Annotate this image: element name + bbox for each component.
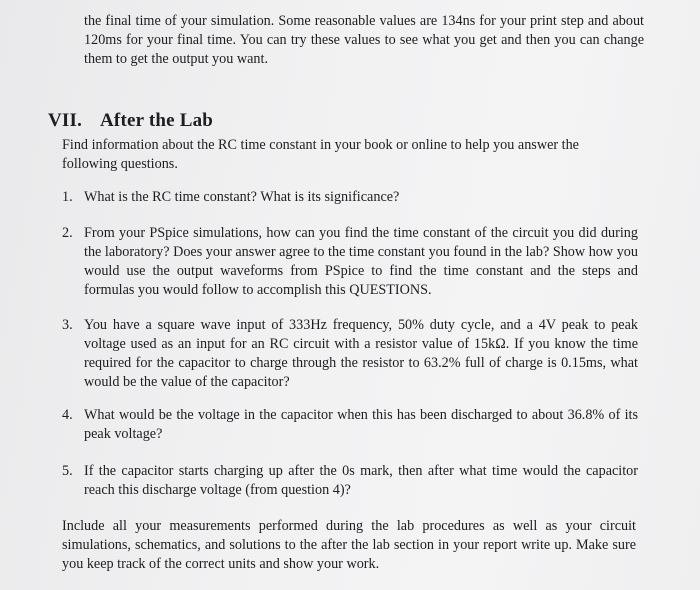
question-text: What would be the voltage in the capacitor when this has been discharged to about 36.8% of its peak voltage? xyxy=(84,407,638,442)
question-text: If the capacitor starts charging up after the 0s mark, then after what time would the capacitor reach this discharge voltage (from question 4)? xyxy=(84,463,638,498)
section-title: After the Lab xyxy=(100,110,214,131)
question-number: 3. xyxy=(62,317,73,333)
question-number: 5. xyxy=(62,463,73,479)
section-number: VII. xyxy=(48,110,83,131)
question-text: You have a square wave input of 333Hz frequency, 50% duty cycle, and a 4V peak to peak voltage used as an input for an RC circuit with a resistor value of 15kΩ. If you know the time required for the capacitor to charge through the resistor to 63.2% full of charge is 0.15ms, what would be the value of the capacitor? xyxy=(84,317,638,390)
question-number: 2. xyxy=(62,225,73,241)
question-number: 4. xyxy=(62,407,73,423)
question-text: What is the RC time constant? What is its significance? xyxy=(84,189,400,205)
intro-paragraph: the final time of your simulation. Some reasonable values are 134ns for your print step and about 120ms for your final time. You can try these values to see what you get and then you can change them to get the output you want. xyxy=(84,13,644,67)
question-text: From your PSpice simulations, how can you find the time constant of the circuit you did during the laboratory? Does your answer agree to the time constant you found in the lab? Show how you would use the output waveforms from PSpice to find the time constant and the steps and formulas you would follow to accomplish this QUESTIONS. xyxy=(84,225,638,298)
section-heading xyxy=(48,110,213,132)
question-number: 1. xyxy=(62,189,73,205)
section-lead: Find information about the RC time constant in your book or online to help you answer the following questions. xyxy=(62,137,579,172)
closing-paragraph: Include all your measurements performed during the lab procedures as well as your circuit simulations, schematics, and solutions to the after the lab section in your report write up. Make sure you keep track of the correct units and show your work. xyxy=(62,518,636,572)
